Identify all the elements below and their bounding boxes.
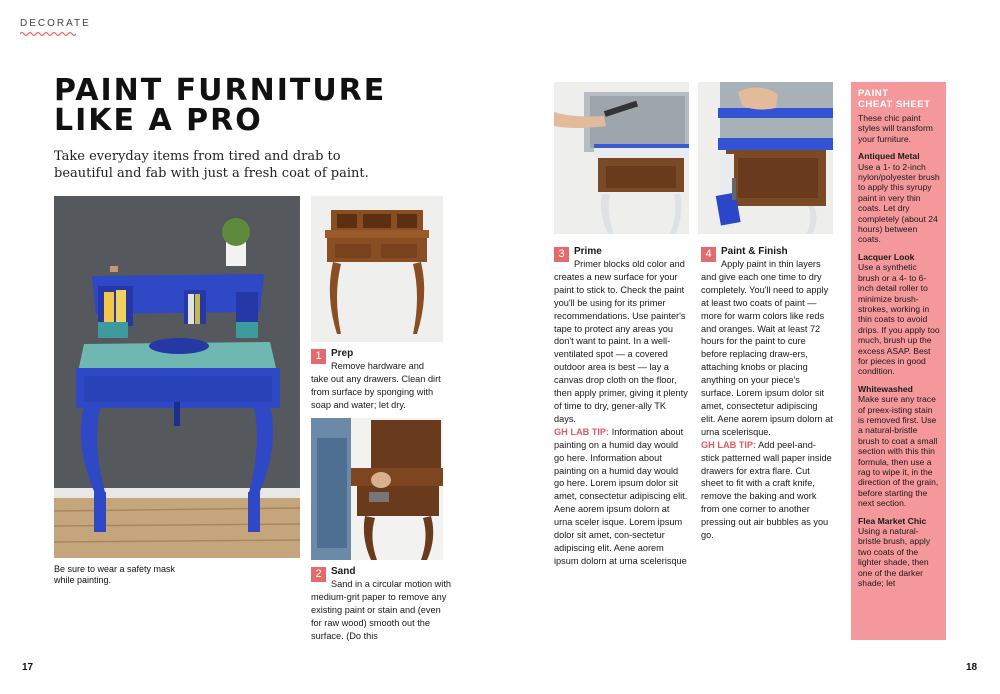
title-line-2: LIKE A PRO [54,103,263,138]
step-number: 2 [311,567,326,582]
page-number-right: 18 [966,662,978,673]
cheat-item-heading: Antiqued Metal [858,151,920,162]
deck-text: Take everyday items from tired and drab to beautiful and fab with just a fresh coat of paint. [54,149,369,181]
cheat-item-body: Use a 1- to 2-inch nylon/polyester brush to apply this syrupy paint in very thin coats. Let dry completely (about 24 hours) between coats. [858,161,940,245]
step-number: 4 [701,247,716,262]
cheat-sheet-title-line-1: PAINT [858,88,889,99]
lab-tip-text: Information about painting on a humid day would go here. Information about painting on a humid day would go here. Lorem ipsum dolor sit amet, consectetur adipiscing elit. Aene aorem ipsum dolorn at urna sceler isque. Lorem ipsum dolor sit amet, con-sectetur adipiscing elit. Aene aorem ipsum dolorn at urna scelerisque [554,426,688,566]
step-heading: Sand [331,566,356,577]
cheat-item-body: Using a natural-bristle brush, apply two coats of the lighter shade, then one of the darker shade; let [858,526,931,589]
blue-desk-photo [54,196,300,558]
step-heading: Prime [574,246,602,257]
cheat-item-body: Make sure any trace of preex-isting stain is removed first. Use a natural-bristle brush to coat a small section with this thin formula, then use a rag to wipe it, in the direction of the grain, before starting the next section. [858,394,939,509]
cheat-sheet-sidebar [851,82,946,640]
wavy-underline [20,31,76,37]
lab-tip-text: Add peel-and-stick patterned wall paper inside drawers for extra flare. Cut sheet to fit with a craft knife, remove the baking and work from one corner to another pressing out air bubbles as you go. [701,439,832,541]
lab-tip-label: GH LAB TIP: [701,439,757,450]
cheat-sheet-title-line-2: CHEAT SHEET [858,98,931,110]
cheat-item-heading: Flea Market Chic [858,515,927,526]
step-body: Primer blocks old color and creates a new surface for your paint to stick to. Check the paint you'll be using for its primer recommendations. Use painter's tape to protect any areas you don't want to paint. In a well-ventilated spot — a covered outdoor area is best — lay a canvas drop cloth on the floor, then apply primer, giving it plenty of time to dry, gener-ally TK days. [554,259,688,424]
step-sand [311,566,451,643]
step-heading: Paint & Finish [721,246,788,257]
title-line-1: PAINT FURNITURE [54,73,387,108]
rolling-photo [698,82,833,234]
section-label: DECORATE [20,18,91,29]
step-paint-finish [701,246,833,542]
step-body: Sand in a circular motion with medium-grit paper to remove any existing paint or stain and (even for raw wood) smooth out the surface. (Do this [311,579,452,641]
cheat-item-heading: Whitewashed [858,383,913,394]
priming-photo [554,82,689,234]
page-title [54,73,387,138]
cheat-item-body: Use a synthetic brush or a 4- to 6-inch detail roller to minimize brush-strokes, working in thin coats to avoid drips. If you apply too much, brush up the excess ASAP. Best for pieces in good condition. [858,262,940,377]
step-number: 1 [311,349,326,364]
cheat-sheet-title [858,89,940,110]
step-body: Apply paint in thin layers and give each one time to dry completely. You'll need to apply at least two coats of paint — more for warm colors like reds and oranges. Wait at least 72 hours for the paint to cure before replacing draw-ers, attaching knobs or placing anything on your piece's surface. Lorem ipsum dolor sit amet, consectetur adipiscing elit. Aene aorem ipsum dolorn at urna scelerisque. [701,259,833,437]
cheat-sheet-intro: These chic paint styles will transform your furniture. [858,113,933,144]
photo-caption: Be sure to wear a safety mask while painting. [54,564,176,585]
sanding-photo [311,418,443,560]
step-prime [554,246,688,568]
step-prep [311,348,441,412]
step-body: Remove hardware and take out any drawers. Clean dirt from surface by sponging with soap and water; let dry. [311,361,441,410]
lab-tip-label: GH LAB TIP: [554,426,610,437]
cheat-item-heading: Lacquer Look [858,251,915,262]
step-heading: Prep [331,348,354,359]
brown-desk-photo [311,196,443,342]
step-number: 3 [554,247,569,262]
page-number-left: 17 [22,662,34,673]
